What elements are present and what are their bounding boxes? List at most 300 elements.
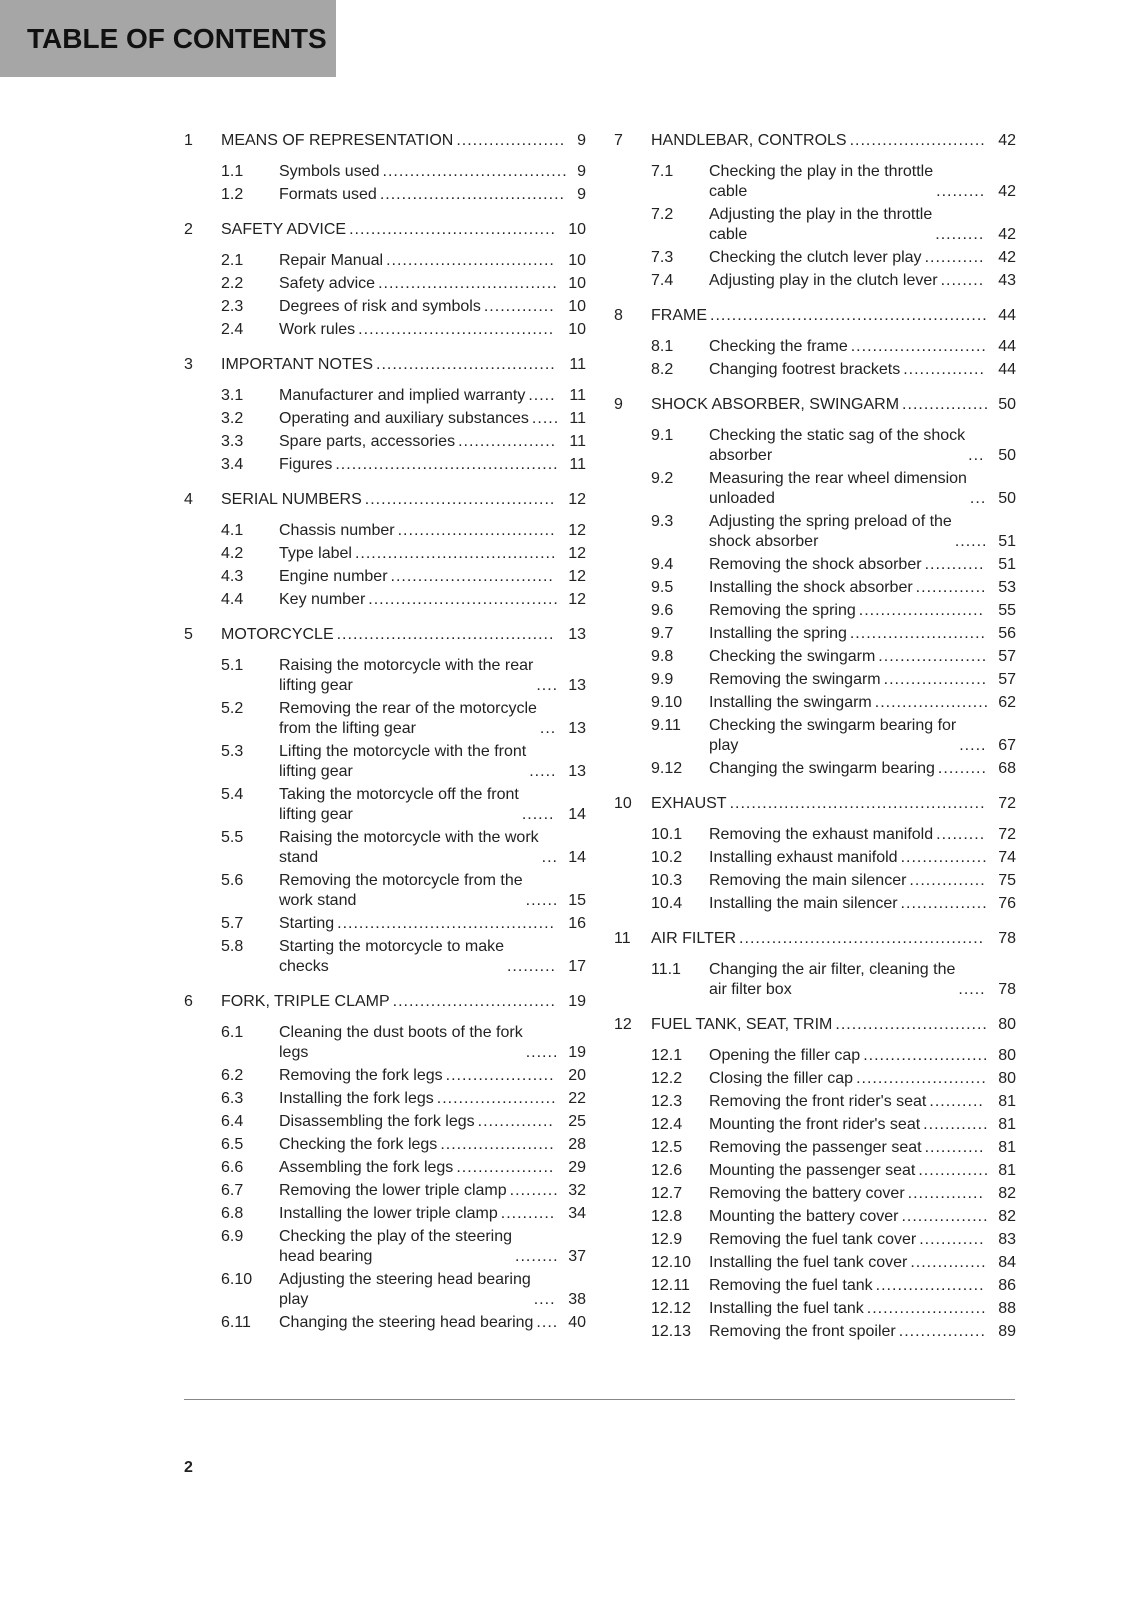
dot-leader: ................ bbox=[900, 895, 988, 912]
dot-leader: ... bbox=[541, 849, 558, 866]
toc-chapter-entry[interactable] bbox=[614, 304, 1016, 327]
section-title: Repair Manual bbox=[279, 252, 384, 269]
section-number: 3.4 bbox=[221, 456, 244, 473]
indent-spacer bbox=[184, 270, 221, 271]
section-number: 6.5 bbox=[221, 1136, 244, 1153]
section-title: Type label bbox=[279, 545, 352, 562]
toc-section-entry[interactable] bbox=[614, 1299, 1016, 1322]
section-title: Checking the frame bbox=[709, 338, 848, 355]
toc-section-entry[interactable] bbox=[614, 1115, 1016, 1138]
indent-spacer bbox=[614, 356, 651, 357]
section-page: 81 bbox=[998, 1162, 1016, 1179]
section-title: Symbols used bbox=[279, 163, 380, 180]
toc-chapter-entry[interactable] bbox=[184, 623, 586, 646]
section-page: 62 bbox=[998, 694, 1016, 711]
toc-section-entry[interactable] bbox=[184, 656, 586, 699]
indent-spacer bbox=[184, 1154, 221, 1155]
section-page: 13 bbox=[568, 677, 586, 694]
toc-section-entry[interactable] bbox=[614, 871, 1016, 894]
toc-section-entry[interactable] bbox=[184, 1089, 586, 1112]
section-title: Removing the shock absorber bbox=[709, 556, 922, 573]
toc-section-entry[interactable] bbox=[614, 848, 1016, 871]
section-title: Checking the fork legs bbox=[279, 1136, 438, 1153]
dot-leader: .............. bbox=[907, 1185, 984, 1202]
section-title: Starting the motorcycle to make checks bbox=[279, 938, 504, 975]
section-number: 10.3 bbox=[651, 872, 683, 889]
section-number: 11.1 bbox=[651, 961, 681, 978]
toc-chapter-entry[interactable] bbox=[184, 353, 586, 376]
toc-section-entry[interactable] bbox=[614, 624, 1016, 647]
toc-chapter-entry[interactable] bbox=[614, 927, 1016, 950]
section-page: 9 bbox=[577, 186, 586, 203]
toc-chapter-entry[interactable] bbox=[614, 1013, 1016, 1036]
toc-section-entry[interactable] bbox=[614, 894, 1016, 917]
toc-section-entry[interactable] bbox=[614, 555, 1016, 578]
section-page: 38 bbox=[568, 1291, 586, 1308]
section-number: 9.5 bbox=[651, 579, 674, 596]
section-page: 42 bbox=[998, 249, 1016, 266]
dot-leader: ...................... bbox=[866, 1300, 987, 1317]
dot-leader: ... bbox=[539, 720, 557, 737]
section-title: Installing the fuel tank cover bbox=[709, 1254, 908, 1271]
toc-section-entry[interactable] bbox=[184, 251, 586, 274]
indent-spacer bbox=[614, 1203, 651, 1204]
section-page: 12 bbox=[568, 522, 586, 539]
toc-section-entry[interactable] bbox=[184, 590, 586, 613]
section-number: 9.1 bbox=[651, 427, 674, 444]
chapter-page: 13 bbox=[568, 626, 586, 643]
indent-spacer bbox=[184, 933, 221, 934]
section-number: 12.11 bbox=[651, 1277, 690, 1294]
toc-section-entry[interactable] bbox=[614, 1184, 1016, 1207]
chapter-page: 9 bbox=[577, 132, 586, 149]
toc-section-entry[interactable] bbox=[614, 759, 1016, 782]
toc-section-entry[interactable] bbox=[184, 742, 586, 785]
dot-leader: ...... bbox=[525, 1044, 559, 1061]
section-number: 2.3 bbox=[221, 298, 244, 315]
dot-leader: ............. bbox=[915, 579, 987, 596]
toc-section-entry[interactable] bbox=[184, 297, 586, 320]
indent-spacer bbox=[614, 620, 651, 621]
chapter-number: 11 bbox=[614, 930, 631, 947]
toc-section-entry[interactable] bbox=[614, 512, 1016, 555]
section-page: 72 bbox=[998, 826, 1016, 843]
section-page: 78 bbox=[998, 981, 1016, 998]
section-number: 3.1 bbox=[221, 387, 244, 404]
section-number: 5.2 bbox=[221, 700, 244, 717]
indent-spacer bbox=[184, 316, 221, 317]
dot-leader: ......... bbox=[935, 226, 985, 243]
section-title: Removing the fuel tank bbox=[709, 1277, 873, 1294]
section-number: 7.2 bbox=[651, 206, 674, 223]
section-number: 5.3 bbox=[221, 743, 244, 760]
toc-section-entry[interactable] bbox=[184, 1023, 586, 1066]
toc-section-entry[interactable] bbox=[614, 960, 1016, 1003]
section-title: Safety advice bbox=[279, 275, 376, 292]
toc-section-entry[interactable] bbox=[614, 716, 1016, 759]
dot-leader: ................ bbox=[898, 1323, 986, 1340]
dot-leader: .... bbox=[536, 1314, 559, 1331]
section-page: 80 bbox=[998, 1070, 1016, 1087]
section-page: 75 bbox=[998, 872, 1016, 889]
toc-section-entry[interactable] bbox=[614, 1046, 1016, 1069]
section-title: Figures bbox=[279, 456, 333, 473]
dot-leader: ....................... bbox=[863, 1047, 989, 1064]
indent-spacer bbox=[614, 867, 651, 868]
toc-section-entry[interactable] bbox=[614, 825, 1016, 848]
indent-spacer bbox=[184, 339, 221, 340]
section-number: 12.7 bbox=[651, 1185, 683, 1202]
dot-leader: .................... bbox=[878, 648, 988, 665]
section-number: 12.5 bbox=[651, 1139, 683, 1156]
dot-leader: ............. bbox=[918, 1162, 990, 1179]
chapter-number: 6 bbox=[184, 993, 193, 1010]
section-page: 56 bbox=[998, 625, 1016, 642]
toc-section-entry[interactable] bbox=[614, 1138, 1016, 1161]
dot-leader: ...................................... bbox=[349, 221, 556, 238]
section-page: 83 bbox=[998, 1231, 1016, 1248]
indent-spacer bbox=[614, 1318, 651, 1319]
section-title: Removing the exhaust manifold bbox=[709, 826, 934, 843]
section-number: 9.2 bbox=[651, 470, 674, 487]
toc-section-entry[interactable] bbox=[184, 1270, 586, 1313]
section-page: 50 bbox=[998, 447, 1016, 464]
indent-spacer bbox=[614, 201, 651, 202]
section-page: 29 bbox=[568, 1159, 586, 1176]
toc-section-entry[interactable] bbox=[184, 185, 586, 208]
section-number: 12.2 bbox=[651, 1070, 683, 1087]
indent-spacer bbox=[184, 1177, 221, 1178]
section-page: 57 bbox=[998, 671, 1016, 688]
section-number: 5.7 bbox=[221, 915, 244, 932]
dot-leader: ................... bbox=[883, 671, 988, 688]
toc-section-entry[interactable] bbox=[184, 320, 586, 343]
section-page: 76 bbox=[998, 895, 1016, 912]
toc-chapter-entry[interactable] bbox=[614, 393, 1016, 416]
indent-spacer bbox=[614, 755, 651, 756]
dot-leader: ............................................. bbox=[739, 930, 985, 947]
indent-spacer bbox=[614, 913, 651, 914]
page-title: TABLE OF CONTENTS bbox=[27, 23, 327, 54]
toc-section-entry[interactable] bbox=[614, 205, 1016, 248]
section-number: 6.2 bbox=[221, 1067, 244, 1084]
dot-leader: ........................................ bbox=[336, 626, 555, 643]
section-page: 19 bbox=[568, 1044, 586, 1061]
section-page: 51 bbox=[998, 556, 1016, 573]
section-title: Removing the fork legs bbox=[279, 1067, 443, 1084]
chapter-title: SHOCK ABSORBER, SWINGARM bbox=[651, 396, 900, 413]
toc-section-entry[interactable] bbox=[614, 426, 1016, 469]
dot-leader: ......... bbox=[509, 1182, 559, 1199]
section-title: Disassembling the fork legs bbox=[279, 1113, 475, 1130]
toc-section-entry[interactable] bbox=[614, 1253, 1016, 1276]
toc-section-entry[interactable] bbox=[614, 248, 1016, 271]
dot-leader: ..................... bbox=[440, 1136, 555, 1153]
section-number: 3.2 bbox=[221, 410, 244, 427]
chapter-page: 78 bbox=[998, 930, 1016, 947]
indent-spacer bbox=[614, 666, 651, 667]
indent-spacer bbox=[184, 695, 221, 696]
toc-section-entry[interactable] bbox=[614, 647, 1016, 670]
dot-leader: .................... bbox=[445, 1067, 555, 1084]
section-page: 55 bbox=[998, 602, 1016, 619]
section-page: 20 bbox=[568, 1067, 586, 1084]
indent-spacer bbox=[614, 244, 651, 245]
toc-section-entry[interactable] bbox=[614, 1092, 1016, 1115]
dot-leader: ........................................ bbox=[337, 915, 555, 932]
section-number: 10.2 bbox=[651, 849, 683, 866]
section-title: Removing the battery cover bbox=[709, 1185, 905, 1202]
toc-section-entry[interactable] bbox=[184, 162, 586, 185]
chapter-page: 19 bbox=[568, 993, 586, 1010]
indent-spacer bbox=[614, 290, 651, 291]
toc-section-entry[interactable] bbox=[184, 1112, 586, 1135]
toc-section-entry[interactable] bbox=[184, 937, 586, 980]
dot-leader: ........................ bbox=[856, 1070, 987, 1087]
dot-leader: ..................... bbox=[874, 694, 990, 711]
section-page: 10 bbox=[568, 275, 586, 292]
toc-section-entry[interactable] bbox=[614, 469, 1016, 512]
indent-spacer bbox=[614, 1088, 651, 1089]
toc-section-entry[interactable] bbox=[184, 871, 586, 914]
section-number: 9.6 bbox=[651, 602, 674, 619]
toc-section-entry[interactable] bbox=[184, 386, 586, 409]
section-title: Adjusting the steering head bearing play bbox=[279, 1271, 531, 1308]
section-page: 14 bbox=[568, 849, 586, 866]
section-page: 57 bbox=[998, 648, 1016, 665]
toc-section-entry[interactable] bbox=[184, 828, 586, 871]
toc-chapter-entry[interactable] bbox=[184, 218, 586, 241]
toc-section-entry[interactable] bbox=[184, 1227, 586, 1270]
toc-chapter-entry[interactable] bbox=[184, 488, 586, 511]
chapter-number: 1 bbox=[184, 132, 193, 149]
toc-section-entry[interactable] bbox=[184, 785, 586, 828]
section-number: 9.12 bbox=[651, 760, 683, 777]
indent-spacer bbox=[614, 1065, 651, 1066]
section-number: 12.4 bbox=[651, 1116, 683, 1133]
indent-spacer bbox=[184, 1200, 221, 1201]
section-title: Checking the swingarm bearing for play bbox=[709, 717, 957, 754]
section-number: 9.9 bbox=[651, 671, 674, 688]
toc-section-entry[interactable] bbox=[614, 162, 1016, 205]
chapter-number: 7 bbox=[614, 132, 623, 149]
toc-section-entry[interactable] bbox=[184, 914, 586, 937]
dot-leader: .................... bbox=[456, 132, 566, 149]
dot-leader: ......... bbox=[937, 760, 987, 777]
indent-spacer bbox=[614, 1180, 651, 1181]
toc-section-entry[interactable] bbox=[184, 1158, 586, 1181]
section-title: Checking the clutch lever play bbox=[709, 249, 922, 266]
section-page: 22 bbox=[568, 1090, 586, 1107]
chapter-page: 72 bbox=[998, 795, 1016, 812]
toc-section-entry[interactable] bbox=[184, 567, 586, 590]
dot-leader: .... bbox=[533, 1291, 556, 1308]
indent-spacer bbox=[614, 1249, 651, 1250]
section-number: 9.4 bbox=[651, 556, 674, 573]
section-title: Assembling the fork legs bbox=[279, 1159, 454, 1176]
dot-leader: ...... bbox=[525, 892, 559, 909]
indent-spacer bbox=[614, 712, 651, 713]
section-number: 7.3 bbox=[651, 249, 674, 266]
toc-section-entry[interactable] bbox=[184, 1313, 586, 1336]
section-page: 74 bbox=[998, 849, 1016, 866]
chapter-number: 3 bbox=[184, 356, 193, 373]
toc-section-entry[interactable] bbox=[184, 544, 586, 567]
indent-spacer bbox=[614, 1272, 651, 1273]
dot-leader: .......... bbox=[500, 1205, 556, 1222]
section-title: Adjusting the play in the throttle cable bbox=[709, 206, 933, 243]
indent-spacer bbox=[614, 574, 651, 575]
section-title: Starting bbox=[279, 915, 335, 932]
section-title: Closing the filler cap bbox=[709, 1070, 854, 1087]
section-title: Checking the static sag of the shock absorber bbox=[709, 427, 966, 464]
indent-spacer bbox=[614, 508, 651, 509]
dot-leader: ........ bbox=[940, 272, 985, 289]
indent-spacer bbox=[614, 1111, 651, 1112]
section-number: 9.10 bbox=[651, 694, 683, 711]
section-number: 12.10 bbox=[651, 1254, 692, 1271]
dot-leader: ............................................... bbox=[729, 795, 986, 812]
indent-spacer bbox=[614, 890, 651, 891]
dot-leader: ...... bbox=[521, 806, 555, 823]
toc-section-entry[interactable] bbox=[614, 360, 1016, 383]
toc-section-entry[interactable] bbox=[614, 337, 1016, 360]
chapter-number: 2 bbox=[184, 221, 193, 238]
chapter-page: 44 bbox=[998, 307, 1016, 324]
toc-chapter-entry[interactable] bbox=[184, 129, 586, 152]
section-page: 17 bbox=[568, 958, 586, 975]
dot-leader: ............... bbox=[903, 361, 985, 378]
toc-chapter-entry[interactable] bbox=[614, 792, 1016, 815]
section-page: 43 bbox=[998, 272, 1016, 289]
section-page: 11 bbox=[569, 456, 586, 473]
toc-section-entry[interactable] bbox=[184, 699, 586, 742]
section-number: 6.3 bbox=[221, 1090, 244, 1107]
section-page: 28 bbox=[568, 1136, 586, 1153]
section-page: 86 bbox=[998, 1277, 1016, 1294]
section-title: Installing the lower triple clamp bbox=[279, 1205, 498, 1222]
section-number: 12.6 bbox=[651, 1162, 683, 1179]
indent-spacer bbox=[184, 910, 221, 911]
toc-section-entry[interactable] bbox=[184, 1204, 586, 1227]
section-page: 81 bbox=[998, 1139, 1016, 1156]
chapter-page: 10 bbox=[568, 221, 586, 238]
section-page: 50 bbox=[998, 490, 1016, 507]
section-number: 7.1 bbox=[651, 163, 674, 180]
dot-leader: .................................... bbox=[358, 321, 555, 338]
section-number: 2.4 bbox=[221, 321, 244, 338]
indent-spacer bbox=[614, 778, 651, 779]
toc-section-entry[interactable] bbox=[614, 601, 1016, 624]
chapter-title: MEANS OF REPRESENTATION bbox=[221, 132, 454, 149]
chapter-number: 10 bbox=[614, 795, 632, 812]
toc-section-entry[interactable] bbox=[614, 1276, 1016, 1299]
section-page: 13 bbox=[568, 763, 586, 780]
section-number: 4.1 bbox=[221, 522, 244, 539]
toc-section-entry[interactable] bbox=[614, 1161, 1016, 1184]
toc-section-entry[interactable] bbox=[184, 521, 586, 544]
section-page: 67 bbox=[998, 737, 1016, 754]
section-number: 6.1 bbox=[221, 1024, 244, 1041]
indent-spacer bbox=[184, 428, 221, 429]
toc-section-entry[interactable] bbox=[184, 455, 586, 478]
toc-section-entry[interactable] bbox=[184, 409, 586, 432]
indent-spacer bbox=[184, 204, 221, 205]
toc-section-entry[interactable] bbox=[614, 693, 1016, 716]
section-number: 4.4 bbox=[221, 591, 244, 608]
section-title: Manufacturer and implied warranty bbox=[279, 387, 526, 404]
toc-chapter-entry[interactable] bbox=[184, 990, 586, 1013]
chapter-title: FRAME bbox=[651, 307, 707, 324]
toc-section-entry[interactable] bbox=[184, 1135, 586, 1158]
dot-leader: ............................ bbox=[835, 1016, 988, 1033]
section-page: 15 bbox=[568, 892, 586, 909]
toc-section-entry[interactable] bbox=[614, 271, 1016, 294]
toc-section-entry[interactable] bbox=[614, 1207, 1016, 1230]
toc-section-entry[interactable] bbox=[184, 1181, 586, 1204]
dot-leader: .................... bbox=[875, 1277, 985, 1294]
section-page: 14 bbox=[568, 806, 586, 823]
dot-leader: .................. bbox=[458, 433, 557, 450]
toc-section-entry[interactable] bbox=[184, 274, 586, 297]
indent-spacer bbox=[614, 1157, 651, 1158]
toc-chapter-entry[interactable] bbox=[614, 129, 1016, 152]
toc-section-entry[interactable] bbox=[614, 1322, 1016, 1345]
indent-spacer bbox=[614, 1134, 651, 1135]
toc-section-entry[interactable] bbox=[184, 1066, 586, 1089]
chapter-page: 50 bbox=[998, 396, 1016, 413]
section-page: 40 bbox=[568, 1314, 586, 1331]
dot-leader: ........... bbox=[924, 1139, 985, 1156]
toc-section-entry[interactable] bbox=[614, 1069, 1016, 1092]
section-number: 7.4 bbox=[651, 272, 674, 289]
chapter-page: 12 bbox=[568, 491, 586, 508]
section-page: 81 bbox=[998, 1116, 1016, 1133]
section-number: 6.4 bbox=[221, 1113, 244, 1130]
indent-spacer bbox=[614, 379, 651, 380]
indent-spacer bbox=[184, 405, 221, 406]
dot-leader: ..... bbox=[958, 981, 986, 998]
toc-section-entry[interactable] bbox=[614, 578, 1016, 601]
chapter-number: 5 bbox=[184, 626, 193, 643]
section-title: Installing the swingarm bbox=[709, 694, 872, 711]
section-number: 10.4 bbox=[651, 895, 683, 912]
dot-leader: ... bbox=[968, 447, 985, 464]
indent-spacer bbox=[614, 551, 651, 552]
indent-spacer bbox=[184, 474, 221, 475]
section-number: 8.1 bbox=[651, 338, 674, 355]
section-number: 5.6 bbox=[221, 872, 244, 889]
section-number: 6.11 bbox=[221, 1314, 251, 1331]
section-number: 6.6 bbox=[221, 1159, 244, 1176]
toc-section-entry[interactable] bbox=[614, 670, 1016, 693]
chapter-title: MOTORCYCLE bbox=[221, 626, 334, 643]
toc-column-right bbox=[614, 129, 1016, 1345]
dot-leader: ......................................... bbox=[335, 456, 559, 473]
indent-spacer bbox=[184, 540, 221, 541]
section-page: 82 bbox=[998, 1208, 1016, 1225]
chapter-page: 42 bbox=[998, 132, 1016, 149]
section-page: 25 bbox=[568, 1113, 586, 1130]
section-title: Installing the fuel tank bbox=[709, 1300, 864, 1317]
toc-section-entry[interactable] bbox=[184, 432, 586, 455]
section-title: Operating and auxiliary substances bbox=[279, 410, 529, 427]
section-page: 11 bbox=[569, 387, 586, 404]
indent-spacer bbox=[614, 999, 651, 1000]
toc-section-entry[interactable] bbox=[614, 1230, 1016, 1253]
dot-leader: ................ bbox=[902, 396, 990, 413]
section-number: 9.11 bbox=[651, 717, 681, 734]
